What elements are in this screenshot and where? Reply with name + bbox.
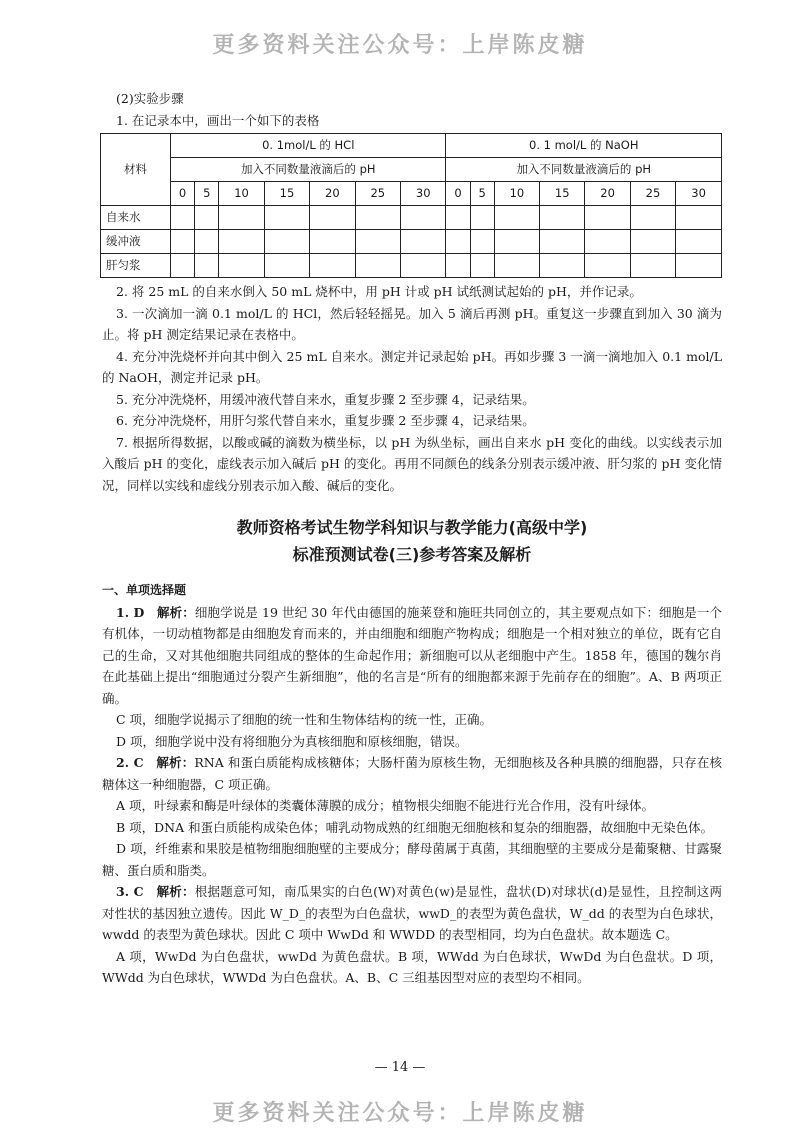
answer-q3-rest: A 项，WwDd 为白色盘状，wwDd 为黄色盘状。B 项，WWdd 为白色球状，WwDd 为白色盘状。D 项，WWdd 为白色球状，WWDd 为白色盘状。A、B、C 三组基因型对应的表型均不相同。 [102, 948, 722, 985]
table-subheader-hcl: 加入不同数量液滴后的 pH [171, 158, 446, 182]
q1-label: 1. D 解析： [116, 604, 195, 620]
drop-cell: 15 [264, 182, 309, 206]
drop-cell: 10 [219, 182, 264, 206]
drop-cell: 20 [585, 182, 630, 206]
answer-q1-d: D 项，细胞学说中没有将细胞分为真核细胞和原核细胞，错误。 [116, 733, 468, 749]
watermark-banner-top: 更多资料关注公众号：上岸陈皮糖 [212, 33, 588, 58]
drop-cell: 0 [171, 182, 195, 206]
drop-cell: 20 [310, 182, 355, 206]
row-label: 自来水 [101, 206, 171, 230]
drop-cell: 15 [540, 182, 585, 206]
answer-title-line1: 教师资格考试生物学科知识与教学能力(高级中学) [236, 518, 588, 537]
answer-title-line2: 标准预测试卷(三)参考答案及解析 [292, 545, 532, 564]
step-6: 6. 充分冲洗烧杯，用肝匀浆代替自来水，重复步骤 2 至步骤 4，记录结果。 [116, 413, 535, 428]
answer-q2-b: B 项，DNA 和蛋白质能构成染色体；哺乳动物成熟的红细胞无细胞核和复杂的细胞器，故细胞中无染色体。 [116, 819, 714, 835]
section-heading-steps: (2)实验步骤 [116, 91, 184, 106]
q1-text: 细胞学说是 19 世纪 30 年代由德国的施莱登和施旺共同创立的，其主要观点如下：细胞是一个有机体，一切动植物都是由细胞发育而来的，并由细胞和细胞产物构成；细胞是一个相对独立的单位，既有它自己的生命，又对其他细胞共同组成的整体的生命起作用；新细胞可以从老细胞中产生。1858 年，德国的魏尔肖在此基础上提出“细胞通过分裂产生新细胞”，他的名言是“所有的细胞都来源于先前存在的细胞”。A、B 两项正确。 [102, 604, 722, 706]
drop-cell: 25 [355, 182, 400, 206]
q3-label: 3. C 解析： [116, 884, 195, 899]
step-4: 4. 充分冲洗烧杯并向其中倒入 25 mL 自来水。测定并记录起始 pH。再如步骤 3 一滴一滴地加入 0.1 mol/L 的 NaOH，测定并记录 pH。 [102, 348, 722, 385]
step-2: 2. 将 25 mL 的自来水倒入 50 mL 烧杯中，用 pH 计或 pH 试纸测试起始的 pH，并作记录。 [116, 284, 642, 299]
q2-text: RNA 和蛋白质能构成核糖体；大肠杆菌为原核生物，无细胞核及各种具膜的细胞器，只存在核糖体这一种细胞器，C 项正确。 [102, 755, 722, 792]
step-5: 5. 充分冲洗烧杯，用缓冲液代替自来水，重复步骤 2 至步骤 4，记录结果。 [116, 391, 535, 407]
drop-cell: 5 [195, 182, 219, 206]
table-row-liver-homogenate [101, 254, 722, 278]
table-group-hcl: 0. 1mol/L 的 HCl [171, 134, 446, 158]
drop-cell: 10 [494, 182, 539, 206]
answer-q1-c: C 项，细胞学说揭示了细胞的统一性和生物体结构的统一性，正确。 [116, 712, 493, 727]
answer-q3 [102, 881, 722, 946]
row-label: 肝匀浆 [101, 254, 171, 278]
drop-cell: 30 [676, 182, 722, 206]
table-group-naoh: 0. 1 mol/L 的 NaOH [446, 134, 722, 158]
record-table [100, 133, 722, 278]
step-3: 3. 一次滴加一滴 0.1 mol/L 的 HCl，然后轻轻摇晃。加入 5 滴后再测 pH。重复这一步骤直到加入 30 滴为止。将 pH 测定结果记录在表格中。 [102, 305, 722, 342]
row-label: 缓冲液 [101, 230, 171, 254]
drop-cell: 25 [630, 182, 675, 206]
table-drops-row [101, 182, 722, 206]
table-row-buffer [101, 230, 722, 254]
section-heading-choice: 一、单项选择题 [102, 583, 187, 597]
answer-q2-d: D 项，纤维素和果胶是植物细胞细胞壁的主要成分；酵母菌属于真菌，其细胞壁的主要成分是葡聚糖、甘露聚糖、蛋白质和脂类。 [102, 841, 722, 878]
page-content [102, 88, 722, 989]
answer-q1 [102, 602, 722, 710]
q2-label: 2. C 解析： [116, 755, 195, 770]
watermark-banner-bottom: 更多资料关注公众号：上岸陈皮糖 [212, 1101, 588, 1126]
page-number: — 14 — [374, 1060, 426, 1075]
answer-q2-a: A 项，叶绿素和酶是叶绿体的类囊体薄膜的成分；植物根尖细胞不能进行光合作用，没有叶绿体。 [116, 798, 655, 813]
drop-cell: 30 [401, 182, 446, 206]
table-corner-cell: 材料 [101, 134, 171, 206]
drop-cell: 0 [446, 182, 470, 206]
q3-text: 根据题意可知，南瓜果实的白色(W)对黄色(w)是显性，盘状(D)对球状(d)是显性，且控制这两对性状的基因独立遗传。因此 W_D_的表型为白色盘状，wwD_的表型为黄色盘状，W_dd 的表型为白色球状，wwdd 的表型为黄色球状。因此 C 项中 WwDd 和 WWDD 的表型相同，均为白色盘状。故本题选 C。 [102, 884, 722, 942]
answer-q2 [102, 752, 722, 795]
table-subheader-naoh: 加入不同数量液滴后的 pH [446, 158, 722, 182]
step-1: 1. 在记录本中，画出一个如下的表格 [116, 112, 320, 128]
table-row-tap-water [101, 206, 722, 230]
step-7: 7. 根据所得数据，以酸或碱的滴数为横坐标，以 pH 为纵坐标，画出自来水 pH 变化的曲线。以实线表示加入酸后 pH 的变化，虚线表示加入碱后 pH 的变化。再用不同颜色的线条分别表示缓冲液、肝匀浆的 pH 变化情况，同样以实线和虚线分别表示加入酸、碱后的变化。 [102, 434, 722, 493]
drop-cell: 5 [470, 182, 494, 206]
